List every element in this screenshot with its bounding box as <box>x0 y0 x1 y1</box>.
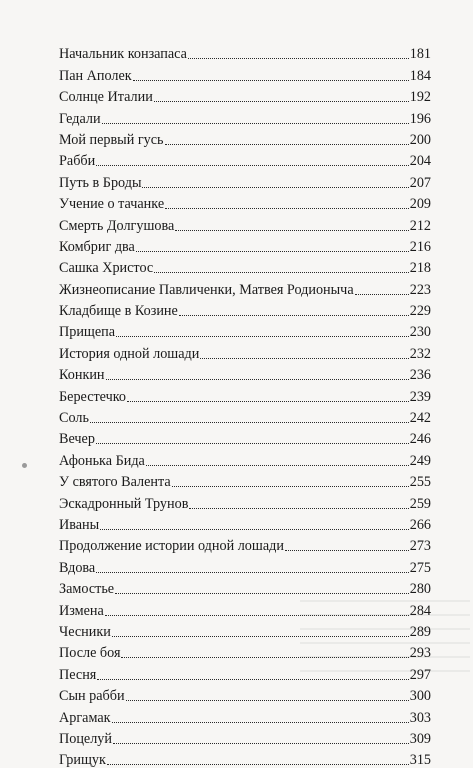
ink-dot <box>22 463 27 468</box>
toc-entry <box>59 747 431 768</box>
toc-entry-page-number: 229 <box>409 303 431 320</box>
toc-entry-title: Смерть Долгушова <box>59 217 175 234</box>
toc-entry-page-number: 207 <box>409 174 431 191</box>
toc-entry-page-number: 300 <box>409 688 431 705</box>
toc-entry-title: Комбриг два <box>59 238 135 255</box>
toc-entry <box>59 62 431 83</box>
show-through-text <box>300 600 470 710</box>
dot-leader <box>179 315 409 316</box>
dot-leader <box>188 58 409 59</box>
toc-entry-page-number: 309 <box>409 730 431 747</box>
toc-entry-page-number: 236 <box>409 367 431 384</box>
toc-entry-title: Продолжение истории одной лошади <box>59 538 284 555</box>
toc-entry-title: Пан Аполек <box>59 67 132 84</box>
toc-entry <box>59 169 431 190</box>
toc-entry-page-number: 315 <box>409 752 431 768</box>
dot-leader <box>165 144 409 145</box>
toc-entry-page-number: 223 <box>409 281 431 298</box>
toc-entry <box>59 148 431 169</box>
toc-entry-page-number: 216 <box>409 238 431 255</box>
toc-entry-title: Берестечко <box>59 388 127 405</box>
dot-leader <box>172 486 409 487</box>
toc-entry-page-number: 284 <box>409 602 431 619</box>
toc-entry-page-number: 249 <box>409 452 431 469</box>
dot-leader <box>154 272 409 273</box>
toc-entry-page-number: 289 <box>409 623 431 640</box>
toc-entry <box>59 276 431 297</box>
toc-entry-title: Солнце Италии <box>59 89 153 106</box>
toc-entry <box>59 726 431 747</box>
dot-leader <box>142 187 408 188</box>
dot-leader <box>115 593 409 594</box>
toc-entry-page-number: 273 <box>409 538 431 555</box>
toc-entry-title: Сашка Христос <box>59 260 154 277</box>
dot-leader <box>96 572 408 573</box>
toc-entry-title: Кладбище в Козине <box>59 303 178 320</box>
toc-entry <box>59 298 431 319</box>
dot-leader <box>90 422 409 423</box>
dot-leader <box>100 529 409 530</box>
dot-leader <box>175 230 408 231</box>
toc-entry-title: Поцелуй <box>59 730 112 747</box>
toc-entry <box>59 405 431 426</box>
toc-entry-title: Жизнеописание Павличенки, Матвея Родионыча <box>59 281 354 298</box>
toc-entry-page-number: 255 <box>409 474 431 491</box>
toc-entry-title: Мой первый гусь <box>59 131 164 148</box>
dot-leader <box>133 80 409 81</box>
toc-entry-title: Вдова <box>59 559 96 576</box>
dot-leader <box>154 101 409 102</box>
toc-entry-title: После боя <box>59 645 121 662</box>
toc-entry-title: Путь в Броды <box>59 174 142 191</box>
toc-entry-page-number: 275 <box>409 559 431 576</box>
toc-entry-title: Афонька Бида <box>59 452 145 469</box>
toc-entry <box>59 383 431 404</box>
toc-entry-page-number: 212 <box>409 217 431 234</box>
toc-entry <box>59 212 431 233</box>
dot-leader <box>106 379 409 380</box>
toc-entry <box>59 84 431 105</box>
toc-entry <box>59 533 431 554</box>
toc-entry-page-number: 239 <box>409 388 431 405</box>
toc-entry-page-number: 184 <box>409 67 431 84</box>
toc-entry-title: Эскадронный Трунов <box>59 495 189 512</box>
toc-entry-page-number: 192 <box>409 89 431 106</box>
toc-entry-title: Грищук <box>59 752 106 768</box>
dot-leader <box>355 294 409 295</box>
toc-entry-title: История одной лошади <box>59 345 200 362</box>
toc-entry-title: Учение о тачанке <box>59 196 165 213</box>
dot-leader <box>107 764 409 765</box>
toc-entry <box>59 319 431 340</box>
toc-entry-page-number: 232 <box>409 345 431 362</box>
toc-entry <box>59 469 431 490</box>
toc-entry-title: Гедали <box>59 110 101 127</box>
toc-entry <box>59 41 431 62</box>
toc-entry <box>59 234 431 255</box>
toc-entry-title: Сын рабби <box>59 688 125 705</box>
toc-entry-title: У святого Валента <box>59 474 171 491</box>
toc-entry <box>59 105 431 126</box>
toc-entry-page-number: 266 <box>409 516 431 533</box>
toc-entry-title: Соль <box>59 410 89 427</box>
toc-entry <box>59 362 431 383</box>
toc-entry-title: Прищепа <box>59 324 116 341</box>
dot-leader <box>200 358 408 359</box>
toc-entry-title: Иваны <box>59 516 100 533</box>
dot-leader <box>127 401 409 402</box>
toc-entry-page-number: 280 <box>409 581 431 598</box>
toc-entry <box>59 340 431 361</box>
toc-entry <box>59 426 431 447</box>
dot-leader <box>165 208 409 209</box>
toc-entry-title: Начальник конзапаса <box>59 46 187 63</box>
toc-entry <box>59 554 431 575</box>
dot-leader <box>285 550 409 551</box>
toc-entry-page-number: 196 <box>409 110 431 127</box>
toc-entry-page-number: 204 <box>409 153 431 170</box>
toc-entry-title: Измена <box>59 602 104 619</box>
toc-entry-page-number: 242 <box>409 410 431 427</box>
toc-entry <box>59 255 431 276</box>
toc-entry-title: Чесники <box>59 623 111 640</box>
dot-leader <box>146 465 409 466</box>
toc-entry-page-number: 200 <box>409 131 431 148</box>
toc-entry <box>59 512 431 533</box>
toc-entry-page-number: 181 <box>409 46 431 63</box>
toc-entry-page-number: 293 <box>409 645 431 662</box>
toc-entry-page-number: 259 <box>409 495 431 512</box>
dot-leader <box>116 336 409 337</box>
dot-leader <box>96 165 409 166</box>
toc-entry-page-number: 297 <box>409 666 431 683</box>
toc-entry-title: Вечер <box>59 431 95 448</box>
toc-entry-page-number: 230 <box>409 324 431 341</box>
dot-leader <box>112 722 409 723</box>
toc-entry-title: Аргамак <box>59 709 111 726</box>
dot-leader <box>113 743 409 744</box>
toc-entry-title: Песня <box>59 666 97 683</box>
dot-leader <box>136 251 409 252</box>
dot-leader <box>102 123 409 124</box>
toc-entry-title: Рабби <box>59 153 96 170</box>
toc-entry-page-number: 303 <box>409 709 431 726</box>
toc-entry-page-number: 246 <box>409 431 431 448</box>
toc-entry <box>59 127 431 148</box>
toc-entry <box>59 447 431 468</box>
toc-entry-title: Конкин <box>59 367 105 384</box>
dot-leader <box>189 508 408 509</box>
toc-entry <box>59 490 431 511</box>
toc-entry-page-number: 218 <box>409 260 431 277</box>
toc-entry-page-number: 209 <box>409 196 431 213</box>
dot-leader <box>96 443 409 444</box>
toc-entry <box>59 191 431 212</box>
toc-entry <box>59 576 431 597</box>
toc-entry-title: Замостье <box>59 581 115 598</box>
